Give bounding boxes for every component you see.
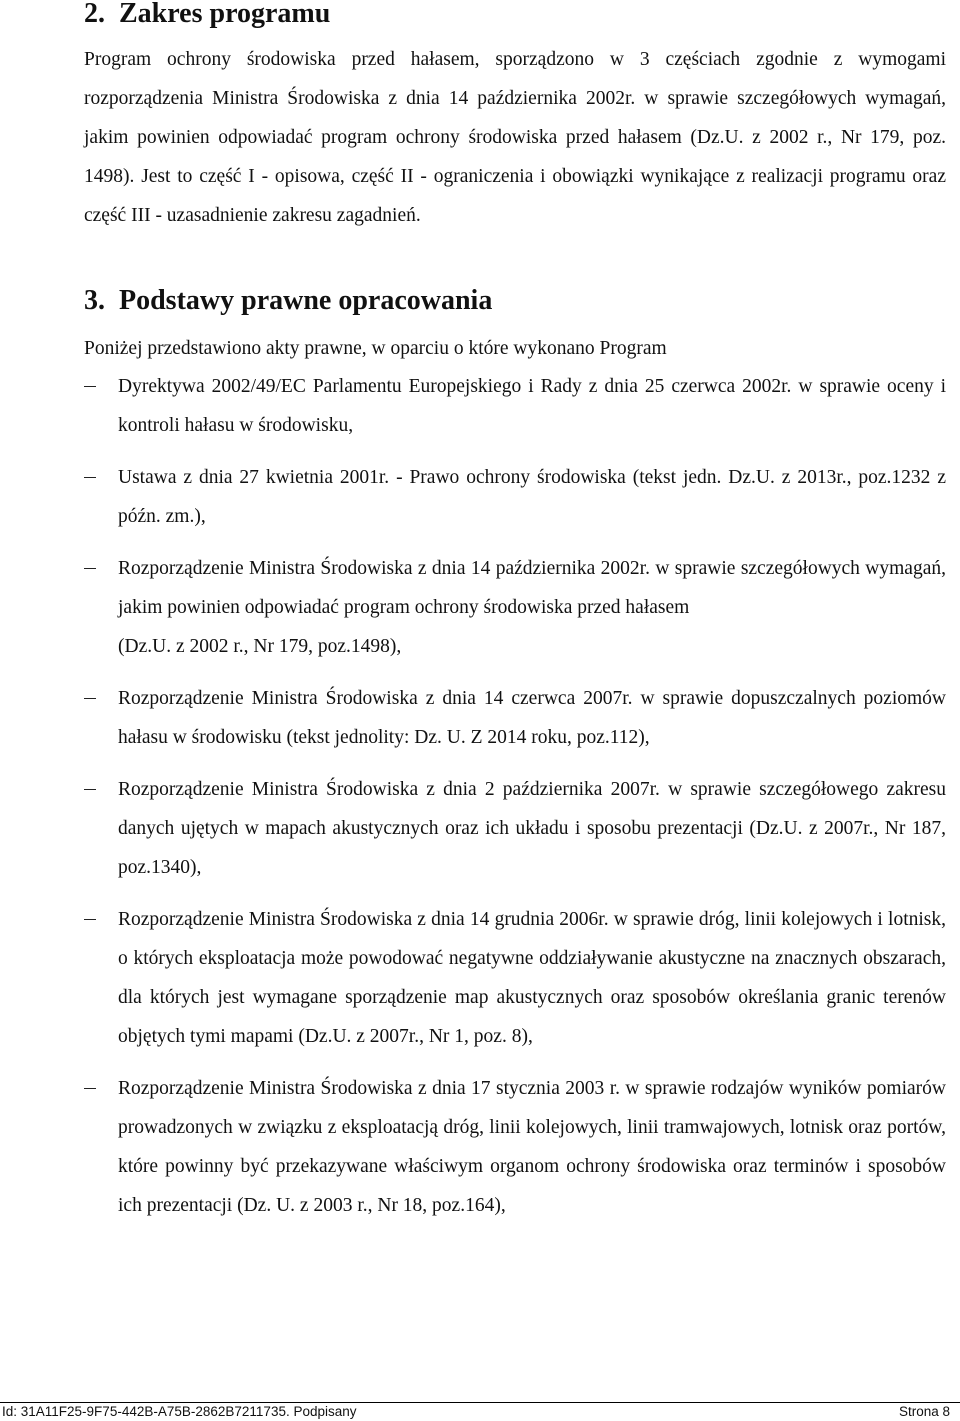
list-item-text: Rozporządzenie Ministra Środowiska z dnia 2 października 2007r. w sprawie szczegółowego zakresu danych ujętych w mapach akustycznych oraz ich układu i sposobu prezentacji (Dz.U. z 2007r., Nr 187, poz.1340), xyxy=(118,779,946,878)
legal-acts-list xyxy=(0,367,960,1225)
list-item xyxy=(0,679,960,757)
section-3-number: 3. xyxy=(84,285,105,316)
list-item-text: Rozporządzenie Ministra Środowiska z dnia 14 października 2002r. w sprawie szczegółowych wymagań, jakim powinien odpowiadać program ochrony środowiska przed hałasem xyxy=(118,558,946,618)
section-2-title: Zakres programu xyxy=(119,0,331,29)
dash-bullet-icon xyxy=(84,568,96,569)
dash-bullet-icon xyxy=(84,1088,96,1089)
dash-bullet-icon xyxy=(84,698,96,699)
section-3-lead: Poniżej przedstawiono akty prawne, w oparciu o które wykonano Program xyxy=(84,338,667,359)
section-3-heading xyxy=(84,285,492,317)
section-2-number: 2. xyxy=(84,0,105,29)
section-2-heading xyxy=(84,0,330,30)
list-item xyxy=(0,458,960,536)
list-item xyxy=(0,367,960,445)
list-item-continuation: (Dz.U. z 2002 r., Nr 179, poz.1498), xyxy=(118,636,402,657)
list-item-text: Rozporządzenie Ministra Środowiska z dnia 14 grudnia 2006r. w sprawie dróg, linii kolejowych i lotnisk, o których eksploatacja może powodować negatywne oddziaływanie akustyczne na znacznych obszarach, dla których jest wymagane sporządzenie map akustycznych oraz sposobów określania granic terenów objętych tymi mapami (Dz.U. z 2007r., Nr 1, poz. 8), xyxy=(118,909,946,1047)
dash-bullet-icon xyxy=(84,386,96,387)
section-2-paragraph: Program ochrony środowiska przed hałasem, sporządzono w 3 częściach zgodnie z wymogami rozporządzenia Ministra Środowiska z dnia 14 października 2002r. w sprawie szczegółowych wymagań, jakim powinien odpowiadać program ochrony środowiska przed hałasem (Dz.U. z 2002 r., Nr 179, poz. 1498). Jest to część I - opisowa, część II - ograniczenia i obowiązki wynikające z realizacji programu oraz część III - uzasadnienie zakresu zagadnień. xyxy=(84,49,946,226)
dash-bullet-icon xyxy=(84,789,96,790)
dash-bullet-icon xyxy=(84,477,96,478)
list-item xyxy=(0,770,960,887)
list-item xyxy=(0,549,960,666)
section-3-title: Podstawy prawne opracowania xyxy=(119,285,493,316)
list-item-text: Ustawa z dnia 27 kwietnia 2001r. - Prawo ochrony środowiska (tekst jedn. Dz.U. z 2013r., poz.1232 z późn. zm.), xyxy=(118,467,946,527)
list-item-text: Dyrektywa 2002/49/EC Parlamentu Europejskiego i Rady z dnia 25 czerwca 2002r. w sprawie oceny i kontroli hałasu w środowisku, xyxy=(118,376,946,436)
list-item xyxy=(0,900,960,1056)
document-id: Id: 31A11F25-9F75-442B-A75B-2862B7211735. Podpisany xyxy=(2,1404,357,1419)
page-footer xyxy=(0,1402,960,1421)
dash-bullet-icon xyxy=(84,919,96,920)
list-item-text: Rozporządzenie Ministra Środowiska z dnia 17 stycznia 2003 r. w sprawie rodzajów wyników pomiarów prowadzonych w związku z eksploatacją dróg, linii kolejowych, linii tramwajowych, lotnisk oraz portów, które powinny być przekazywane właściwym organom ochrony środowiska oraz terminów i sposobów ich prezentacji (Dz. U. z 2003 r., Nr 18, poz.164), xyxy=(118,1078,946,1216)
list-item xyxy=(0,1069,960,1225)
page-number: Strona 8 xyxy=(898,1404,950,1419)
list-item-text: Rozporządzenie Ministra Środowiska z dnia 14 czerwca 2007r. w sprawie dopuszczalnych poziomów hałasu w środowisku (tekst jednolity: Dz. U. Z 2014 roku, poz.112), xyxy=(118,688,946,748)
